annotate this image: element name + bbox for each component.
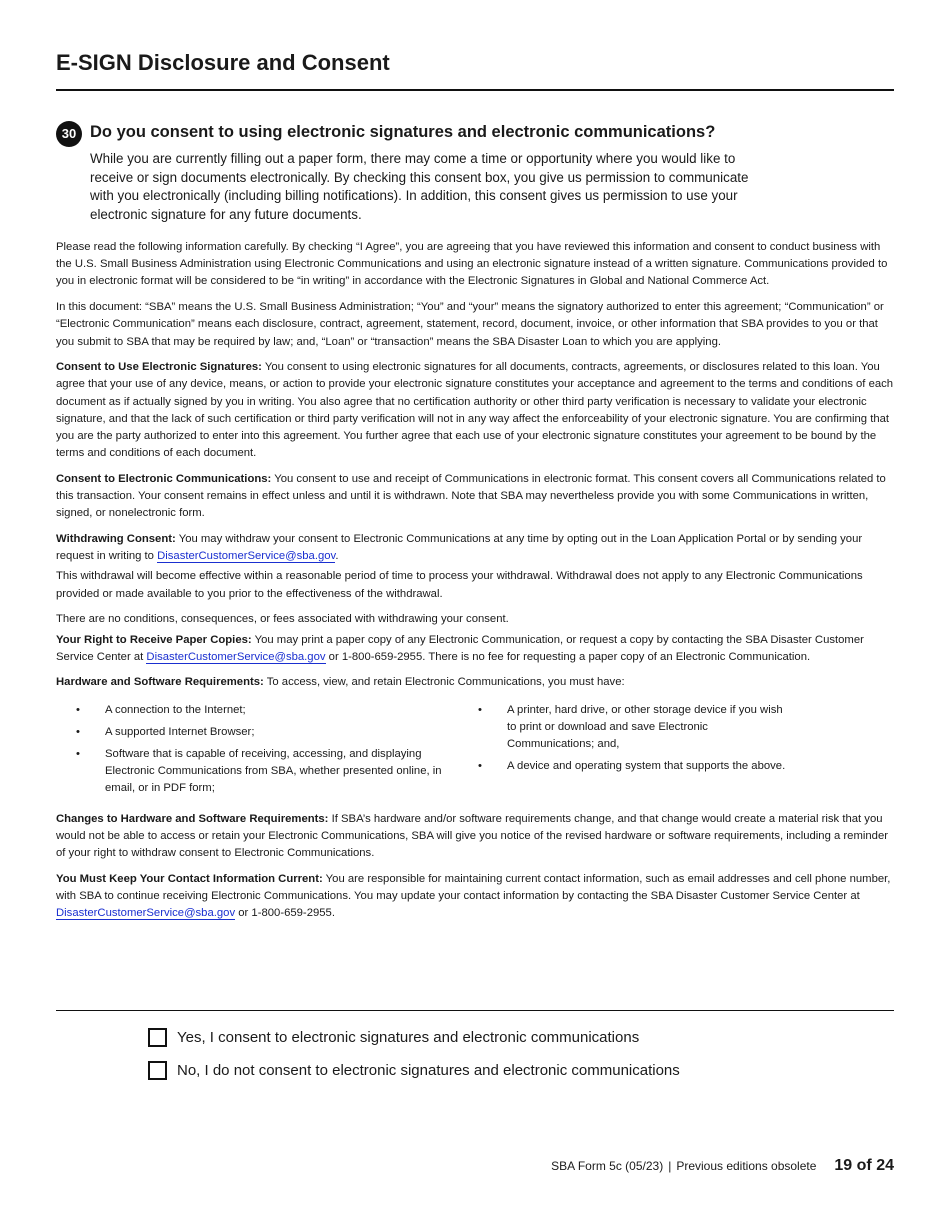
email-link[interactable]: DisasterCustomerService@sba.gov	[56, 907, 236, 920]
esignature-consent-paragraph: Consent to Use Electronic Signatures: You consent to using electronic signatures for all documents, contracts, agreements, or disclosures related to this loan. You agree that your use of any device, means, or action to provide your electronic signature constitutes your acceptance and agreement to the terms and conditions of each document as if actually signed by you in writing. You also agree that no certification authority or other third party verification is necessary to validate your electronic signature, and that the lack of such certification or third party verification will not in any way affect the enforceability of your electronic signature. You are confirming that you are the party authorized to enter into this agreement. You further agree that each use of your electronic signature constitutes your agreement to be bound by the terms and conditions of each document.	[56, 361, 894, 460]
page-number: 19 of 24	[834, 1157, 894, 1174]
title-divider	[56, 89, 894, 91]
email-link[interactable]: DisasterCustomerService@sba.gov	[157, 550, 336, 563]
paper-copies-paragraph: Your Right to Receive Paper Copies: You may print a paper copy of any Electronic Communication, or request a copy by contacting the SBA Disaster Customer Service Center at DisasterCustomerService@sba.gov or 1-800-659-2955. There is no fee for requesting a paper copy of an Electronic Communication.	[56, 633, 864, 663]
consent-no-option[interactable]	[148, 1061, 680, 1080]
email-link[interactable]: DisasterCustomerService@sba.gov	[146, 650, 326, 663]
requirements-changes-paragraph: Changes to Hardware and Software Requirements: If SBA’s hardware and/or software requirements change, and that change would create a material risk that you would not be able to access or retain your Electronic Communications, SBA will give you notice of the revised hardware or software requirements, including a reminder of your right to withdraw consent to Electronic Communications.	[56, 812, 888, 860]
page-title: E-SIGN Disclosure and Consent	[56, 50, 390, 75]
consent-yes-option[interactable]	[148, 1028, 639, 1047]
section-heading: Consent to Electronic Communications:	[56, 472, 272, 485]
requirements-list	[56, 702, 894, 803]
list-item: • Software that is capable of receiving, accessing, and displaying Electronic Communications from SBA, whether presented online, in email, or in PDF form;	[76, 748, 442, 795]
hardware-requirements-paragraph: Hardware and Software Requirements: To access, view, and retain Electronic Communications, you must have:	[56, 676, 625, 689]
consent-no-label: No, I do not consent to electronic signatures and electronic communications	[177, 1062, 680, 1079]
consent-no-checkbox[interactable]	[148, 1061, 167, 1080]
section-heading: Hardware and Software Requirements:	[56, 676, 264, 689]
footer-note: Previous editions obsolete	[676, 1159, 817, 1173]
consent-yes-label: Yes, I consent to electronic signatures and electronic communications	[177, 1029, 640, 1046]
section-heading: Withdrawing Consent:	[56, 533, 176, 546]
requirements-column-left	[56, 702, 458, 803]
no-conditions-paragraph: There are no conditions, consequences, or fees associated with withdrawing your consent.	[56, 613, 509, 626]
section-heading: You Must Keep Your Contact Information Current:	[56, 872, 323, 885]
list-item: • A printer, hard drive, or other storage device if you wish to print or download and save Electronic Communications; and,	[478, 703, 783, 751]
intro-paragraph: Please read the following information carefully. By checking “I Agree”, you are agreeing that you have reviewed this information and consent to conduct business with the U.S. Small Business Administration using Electronic Communications and using an electronic signature instead of a written signature. Communications provided to you in electronic format will be considered to be “in writing” in accordance with the Electronic Signatures in Global and National Commerce Act.	[56, 241, 888, 288]
requirements-column-right	[458, 702, 858, 803]
definitions-paragraph: In this document: “SBA” means the U.S. Small Business Administration; “You” and “your” means the signatory authorized to enter this agreement; “Communication” or “Electronic Communication” means each disclosure, contract, agreement, statement, record, document, invoice, or other information that SBA provides to you or that you submit to SBA that may be required by law; and, “Loan” or “transaction” means the SBA Disaster Loan to which you are applying.	[56, 301, 884, 348]
form-id: SBA Form 5c (05/23)	[551, 1159, 664, 1173]
page-footer	[551, 1157, 894, 1175]
withdrawal-effect-paragraph: This withdrawal will become effective within a reasonable period of time to process your withdrawal. Withdrawal does not apply to any Electronic Communications provided or made available to you prior to the effectiveness of the withdrawal.	[56, 570, 863, 600]
disclosure-body	[56, 239, 894, 931]
list-item: • A connection to the Internet;	[76, 703, 246, 716]
section-heading: Consent to Use Electronic Signatures:	[56, 361, 262, 374]
section-divider	[56, 1010, 894, 1011]
consent-yes-checkbox[interactable]	[148, 1028, 167, 1047]
ecommunications-consent-paragraph: Consent to Electronic Communications: You consent to use and receipt of Communications in electronic format. This consent covers all Communications related to this transaction. Your consent remains in effect unless and until it is withdrawn. Note that SBA may nevertheless provide you with some Communications in written, signed, or nonelectronic form.	[56, 472, 886, 520]
contact-info-paragraph: You Must Keep Your Contact Information Current: You are responsible for maintaining current contact information, such as email addresses and cell phone number, with SBA to continue receiving Electronic Communications. You may update your contact information by contacting the SBA Disaster Customer Service Center at DisasterCustomerService@sba.gov or 1-800-659-2955.	[56, 872, 891, 920]
question-description: While you are currently filling out a paper form, there may come a time or opportunity where you would like to receive or sign documents electronically. By checking this consent box, you give us permission to communicate with you electronically (including billing notifications). In addition, this consent gives us permission to use your electronic signature for any future documents.	[90, 151, 749, 222]
question-number-badge: 30	[56, 121, 82, 147]
list-item: • A device and operating system that supports the above.	[478, 760, 786, 773]
footer-separator: |	[668, 1159, 672, 1173]
section-heading: Changes to Hardware and Software Requirements:	[56, 812, 329, 825]
question-title: Do you consent to using electronic signatures and electronic communications?	[90, 123, 716, 141]
list-item: • A supported Internet Browser;	[76, 725, 255, 738]
section-heading: Your Right to Receive Paper Copies:	[56, 633, 252, 646]
withdrawing-consent-paragraph: Withdrawing Consent: You may withdraw your consent to Electronic Communications at any time by opting out in the Loan Application Portal or by sending your request in writing to DisasterCustomerService@sba.gov.	[56, 533, 863, 563]
